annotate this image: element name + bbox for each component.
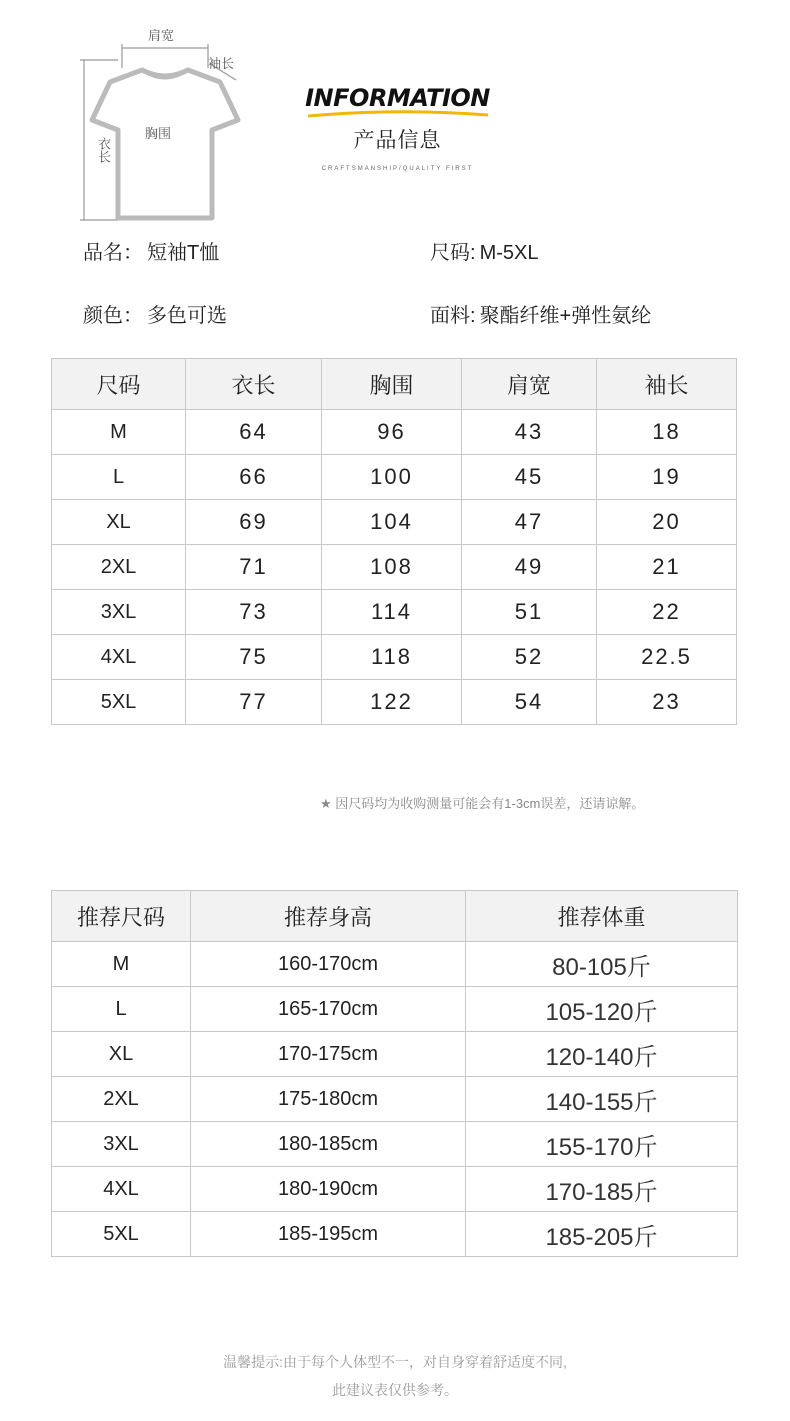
info-size-label: 尺码: <box>430 242 476 264</box>
cell-shoulder: 54 <box>462 680 597 725</box>
cell-shoulder: 49 <box>462 545 597 590</box>
info-size <box>430 236 538 265</box>
table-row <box>52 680 737 725</box>
cell-size: 2XL <box>52 545 186 590</box>
info-color-value: 多色可选 <box>147 305 227 327</box>
cell-height: 170-175cm <box>191 1032 466 1077</box>
cell-height: 160-170cm <box>191 942 466 987</box>
table-row <box>52 635 737 680</box>
table-row <box>52 410 737 455</box>
header-sleeve: 袖长 <box>597 359 737 410</box>
cell-size: XL <box>52 500 186 545</box>
header-recommend-weight: 推荐体重 <box>466 891 738 942</box>
size-chart-header-row <box>52 359 737 410</box>
header-size: 尺码 <box>52 359 186 410</box>
cell-length: 69 <box>186 500 322 545</box>
cell-size: 3XL <box>52 1122 191 1167</box>
table-row <box>52 500 737 545</box>
cell-weight: 155-170斤 <box>466 1122 738 1167</box>
info-fabric-value: 聚酯纤维+弹性氨纶 <box>479 305 652 327</box>
cell-weight: 185-205斤 <box>466 1212 738 1257</box>
cell-size: 3XL <box>52 590 186 635</box>
cell-shoulder: 51 <box>462 590 597 635</box>
cell-size: XL <box>52 1032 191 1077</box>
cell-shoulder: 47 <box>462 500 597 545</box>
cell-length: 75 <box>186 635 322 680</box>
cell-length: 64 <box>186 410 322 455</box>
brand-subtitle: 产品信息 <box>353 129 442 152</box>
cell-chest: 108 <box>322 545 462 590</box>
size-chart-table <box>51 358 737 725</box>
header-recommend-size: 推荐尺码 <box>52 891 191 942</box>
cell-size: L <box>52 455 186 500</box>
diagram-label-length-text: 衣长 <box>84 137 110 152</box>
header-recommend-height: 推荐身高 <box>191 891 466 942</box>
cell-size: 4XL <box>52 1167 191 1212</box>
cell-length: 73 <box>186 590 322 635</box>
cell-chest: 114 <box>322 590 462 635</box>
cell-weight: 120-140斤 <box>466 1032 738 1077</box>
footer-tip-line2: 此建议表仅供参考。 <box>332 1382 458 1398</box>
info-color-label: 颜色： <box>83 305 143 327</box>
cell-shoulder: 45 <box>462 455 597 500</box>
cell-chest: 122 <box>322 680 462 725</box>
info-name-label: 品名： <box>83 242 143 264</box>
cell-height: 185-195cm <box>191 1212 466 1257</box>
measurement-error-note: ★ 因尺码均为收购测量可能会有1-3cm误差，还请谅解。 <box>320 796 645 811</box>
cell-height: 180-190cm <box>191 1167 466 1212</box>
cell-sleeve: 22.5 <box>597 635 737 680</box>
table-row <box>52 1122 738 1167</box>
cell-shoulder: 52 <box>462 635 597 680</box>
cell-shoulder: 43 <box>462 410 597 455</box>
cell-size: 2XL <box>52 1077 191 1122</box>
cell-sleeve: 21 <box>597 545 737 590</box>
cell-sleeve: 19 <box>597 455 737 500</box>
cell-size: L <box>52 987 191 1032</box>
recommend-size-table <box>51 890 738 1257</box>
brand-tagline: CRAFTSMANSHIP/QUALITY FIRST <box>321 166 474 172</box>
cell-sleeve: 20 <box>597 500 737 545</box>
cell-sleeve: 23 <box>597 680 737 725</box>
cell-chest: 100 <box>322 455 462 500</box>
table-row <box>52 1077 738 1122</box>
brand-block <box>290 84 505 172</box>
tshirt-measurement-diagram <box>70 20 260 230</box>
diagram-label-length <box>84 137 111 163</box>
cell-size: 5XL <box>52 680 186 725</box>
header-chest: 胸围 <box>322 359 462 410</box>
table-row <box>52 545 737 590</box>
cell-sleeve: 18 <box>597 410 737 455</box>
info-color <box>83 299 227 328</box>
cell-chest: 104 <box>322 500 462 545</box>
cell-height: 165-170cm <box>191 987 466 1032</box>
table-row <box>52 590 737 635</box>
cell-size: M <box>52 410 186 455</box>
cell-sleeve: 22 <box>597 590 737 635</box>
cell-weight: 105-120斤 <box>466 987 738 1032</box>
table-row <box>52 1212 738 1257</box>
cell-chest: 118 <box>322 635 462 680</box>
cell-weight: 80-105斤 <box>466 942 738 987</box>
header-shoulder: 肩宽 <box>462 359 597 410</box>
info-name-value: 短袖T恤 <box>147 242 220 264</box>
cell-size: 4XL <box>52 635 186 680</box>
cell-weight: 140-155斤 <box>466 1077 738 1122</box>
info-fabric-label: 面料: <box>430 305 476 327</box>
cell-length: 71 <box>186 545 322 590</box>
footer-tip-line1: 温馨提示:由于每个人体型不一，对自身穿着舒适度不同, <box>223 1354 567 1370</box>
cell-chest: 96 <box>322 410 462 455</box>
table-row <box>52 1167 738 1212</box>
recommend-header-row <box>52 891 738 942</box>
cell-size: M <box>52 942 191 987</box>
table-row <box>52 455 737 500</box>
info-size-value: M-5XL <box>479 242 539 264</box>
info-product-name <box>83 236 219 265</box>
cell-size: 5XL <box>52 1212 191 1257</box>
cell-length: 77 <box>186 680 322 725</box>
cell-height: 180-185cm <box>191 1122 466 1167</box>
table-row <box>52 942 738 987</box>
table-row <box>52 1032 738 1077</box>
header-length: 衣长 <box>186 359 322 410</box>
cell-weight: 170-185斤 <box>466 1167 738 1212</box>
info-fabric <box>430 299 651 328</box>
diagram-label-sleeve: 袖长 <box>208 57 235 72</box>
cell-height: 175-180cm <box>191 1077 466 1122</box>
brand-title: INFORMATION <box>305 84 490 112</box>
diagram-label-chest: 胸围 <box>145 127 172 142</box>
table-row <box>52 987 738 1032</box>
cell-length: 66 <box>186 455 322 500</box>
diagram-label-shoulder: 肩宽 <box>148 29 175 44</box>
